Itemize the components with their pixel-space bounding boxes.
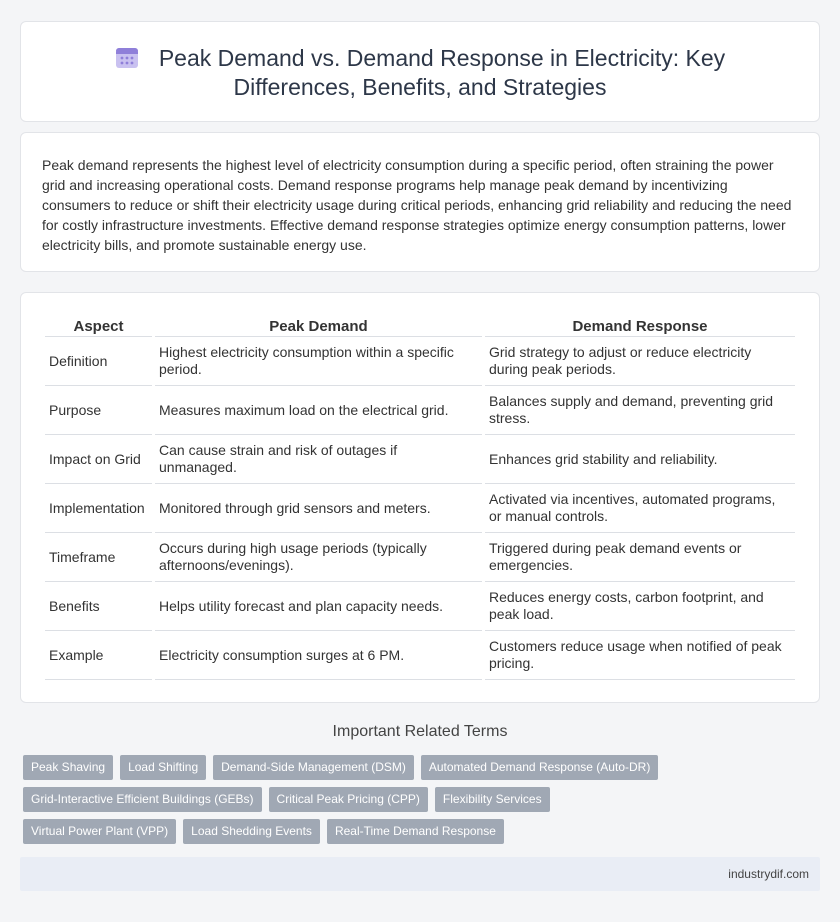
related-term-tag[interactable]: Peak Shaving <box>23 755 113 780</box>
footer-site-link[interactable]: industrydif.com <box>728 867 809 881</box>
table-row <box>45 435 795 484</box>
cell-peak-demand: Occurs during high usage periods (typically afternoons/evenings). <box>155 533 482 582</box>
table-row <box>45 484 795 533</box>
table-row <box>45 631 795 680</box>
cell-peak-demand: Monitored through grid sensors and meters. <box>155 484 482 533</box>
related-terms-title: Important Related Terms <box>332 723 508 740</box>
title-card <box>20 21 820 122</box>
table-header-row <box>45 315 795 337</box>
related-term-tag[interactable]: Automated Demand Response (Auto-DR) <box>421 755 658 780</box>
calendar-icon <box>115 45 139 69</box>
table-row <box>45 582 795 631</box>
cell-aspect: Impact on Grid <box>45 435 152 484</box>
cell-peak-demand: Highest electricity consumption within a specific period. <box>155 337 482 386</box>
page-title-text: Peak Demand vs. Demand Response in Electricity: Key Differences, Benefits, and Strategies <box>158 45 726 100</box>
cell-peak-demand: Measures maximum load on the electrical grid. <box>155 386 482 435</box>
comparison-card <box>20 292 820 703</box>
cell-demand-response: Grid strategy to adjust or reduce electricity during peak periods. <box>485 337 795 386</box>
cell-aspect: Implementation <box>45 484 152 533</box>
cell-aspect: Purpose <box>45 386 152 435</box>
cell-peak-demand: Can cause strain and risk of outages if unmanaged. <box>155 435 482 484</box>
related-terms-list <box>23 755 703 844</box>
related-term-tag[interactable]: Critical Peak Pricing (CPP) <box>269 787 428 812</box>
cell-demand-response: Enhances grid stability and reliability. <box>485 435 795 484</box>
header-aspect: Aspect <box>45 315 152 337</box>
cell-aspect: Definition <box>45 337 152 386</box>
cell-demand-response: Triggered during peak demand events or emergencies. <box>485 533 795 582</box>
footer <box>20 857 820 891</box>
header-peak-demand: Peak Demand <box>155 315 482 337</box>
cell-aspect: Example <box>45 631 152 680</box>
cell-demand-response: Customers reduce usage when notified of peak pricing. <box>485 631 795 680</box>
related-term-tag[interactable]: Load Shedding Events <box>183 819 320 844</box>
related-term-tag[interactable]: Demand-Side Management (DSM) <box>213 755 414 780</box>
page-title <box>21 44 819 102</box>
comparison-table <box>42 315 798 680</box>
table-row <box>45 337 795 386</box>
cell-peak-demand: Electricity consumption surges at 6 PM. <box>155 631 482 680</box>
table-row <box>45 386 795 435</box>
intro-card <box>20 132 820 272</box>
cell-demand-response: Reduces energy costs, carbon footprint, and peak load. <box>485 582 795 631</box>
related-term-tag[interactable]: Grid-Interactive Efficient Buildings (GEBs) <box>23 787 262 812</box>
intro-paragraph: Peak demand represents the highest level of electricity consumption during a specific period, often straining the power grid and increasing operational costs. Demand response programs help manage peak demand by incentivizing consumers to reduce or shift their electricity usage during critical periods, enhancing grid reliability and reducing the need for costly infrastructure investments. Effective demand response strategies optimize energy consumption patterns, lower electricity bills, and promote sustainable energy use. <box>42 157 792 253</box>
related-term-tag[interactable]: Real-Time Demand Response <box>327 819 504 844</box>
cell-peak-demand: Helps utility forecast and plan capacity needs. <box>155 582 482 631</box>
related-term-tag[interactable]: Virtual Power Plant (VPP) <box>23 819 176 844</box>
table-row <box>45 533 795 582</box>
cell-demand-response: Activated via incentives, automated programs, or manual controls. <box>485 484 795 533</box>
related-term-tag[interactable]: Load Shifting <box>120 755 206 780</box>
cell-aspect: Timeframe <box>45 533 152 582</box>
header-demand-response: Demand Response <box>485 315 795 337</box>
cell-demand-response: Balances supply and demand, preventing grid stress. <box>485 386 795 435</box>
related-term-tag[interactable]: Flexibility Services <box>435 787 550 812</box>
cell-aspect: Benefits <box>45 582 152 631</box>
